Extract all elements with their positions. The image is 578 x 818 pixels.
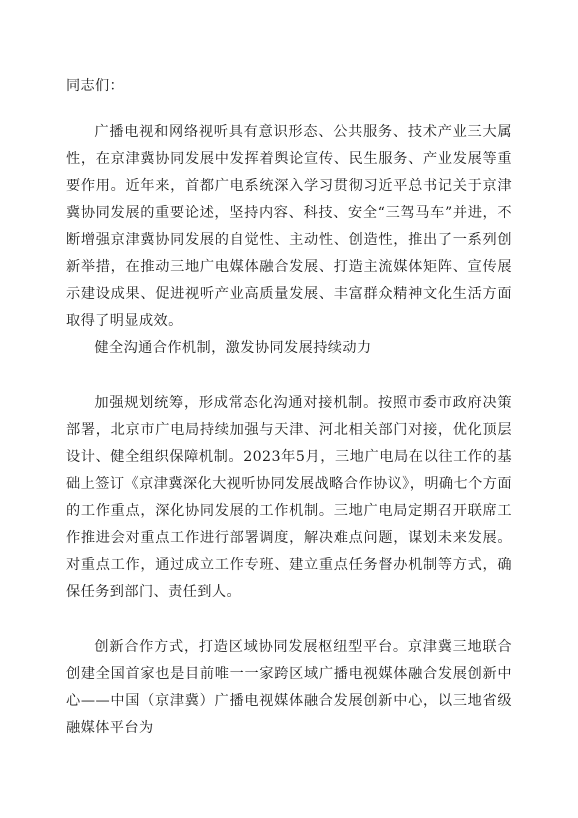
section-heading: 健全沟通合作机制，激发协同发展持续动力 <box>94 340 372 356</box>
body-paragraph-planning: 加强规划统筹，形成常态化沟通对接机制。按照市委市政府决策部署，北京市广电局持续加强与天津、河北相关部门对接，优化顶层设计、健全组织保障机制。2023年5月，三地广电局在以往工作的基础上签订《京津冀深化大视听协同发展战略合作协议》，明确七个方面的工作重点，深化协同发展的工作机制。三地广电局定期召开联席工作推进会对重点工作进行部署调度，解决难点问题，谋划未来发展。对重点工作，通过成立工作专班、建立重点任务督办机制等方式，确保任务到部门、责任到人。 <box>66 395 512 600</box>
greeting: 同志们： <box>66 78 124 94</box>
intro-paragraph: 广播电视和网络视听具有意识形态、公共服务、技术产业三大属性，在京津冀协同发展中发挥着舆论宣传、民生服务、产业发展等重要作用。近年来，首都广电系统深入学习贯彻习近平总书记关于京津冀协同发展的重要论述，坚持内容、科技、安全“三驾马车”并进，不断增强京津冀协同发展的自觉性、主动性、创造性，推出了一系列创新举措，在推动三地广电媒体融合发展、打造主流媒体矩阵、宣传展示建设成果、促进视听产业高质量发展、丰富群众精神文化生活方面取得了明显成效。 <box>66 124 512 329</box>
body-paragraph-cooperation: 创新合作方式，打造区域协同发展枢纽型平台。京津冀三地联合创建全国首家也是目前唯一一家跨区域广播电视媒体融合发展创新中心——中国（京津冀）广播电视媒体融合发展创新中心，以三地省级融媒体平台为 <box>66 639 512 736</box>
